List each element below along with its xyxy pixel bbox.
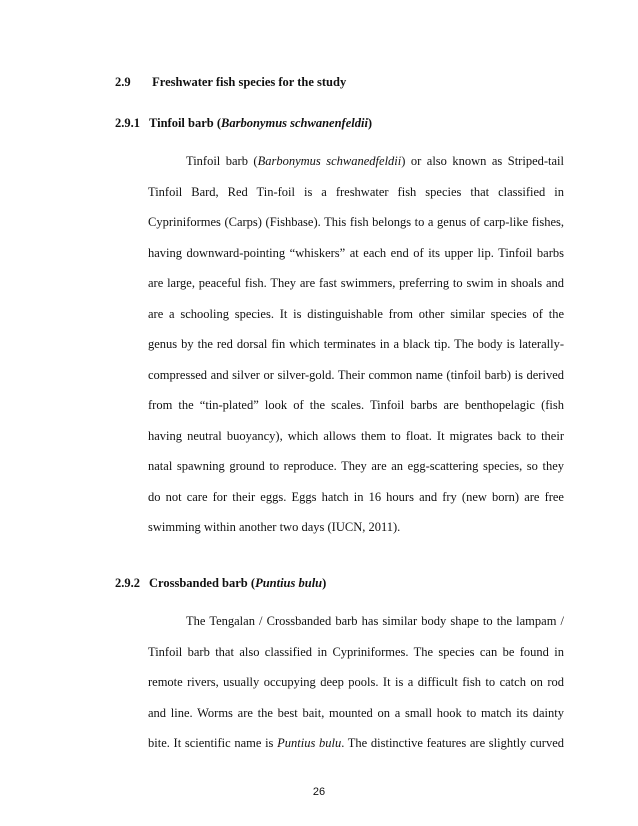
- heading-number: 2.9.2: [115, 576, 140, 590]
- paragraph-line: Tinfoil Bard, Red Tin-foil is a freshwater fish species that classified in: [148, 184, 564, 199]
- paragraph-line: Tinfoil barb that also classified in Cypriniformes. The species can be found in: [148, 644, 564, 659]
- paragraph-line: bite. It scientific name is Puntius bulu. The distinctive features are slightly curved: [148, 736, 564, 750]
- heading-title-prefix: Tinfoil barb (: [149, 116, 222, 130]
- heading-title-suffix: ): [367, 116, 373, 130]
- heading-number: 2.9: [115, 75, 131, 89]
- heading-title-species: Puntius bulu: [255, 576, 323, 590]
- heading-2-9-1: [115, 115, 372, 131]
- page-number: 26: [312, 786, 326, 798]
- heading-title: Freshwater fish species for the study: [152, 75, 347, 89]
- paragraph-line: compressed and silver or silver-gold. Their common name (tinfoil barb) is derived: [148, 367, 564, 382]
- paragraph-line: remote rivers, usually occupying deep pools. It is a difficult fish to catch on rod: [148, 675, 564, 689]
- paragraph-line: having neutral buoyancy), which allows them to float. It migrates back to their: [148, 428, 564, 443]
- heading-2-9-2: [115, 575, 326, 591]
- heading-number: 2.9.1: [115, 116, 140, 130]
- paragraph-line: are a schooling species. It is distinguishable from other similar species of the: [148, 306, 564, 321]
- paragraph-line: natal spawning ground to reproduce. They are an egg-scattering species, so they: [148, 459, 564, 473]
- paragraph-line: do not care for their eggs. Eggs hatch in 16 hours and fry (new born) are free: [148, 489, 564, 504]
- heading-2-9: [115, 74, 346, 90]
- heading-title-suffix: ): [322, 576, 327, 590]
- paragraph-line: Cypriniformes (Carps) (Fishbase). This fish belongs to a genus of carp-like fishes,: [148, 215, 564, 229]
- paragraph-line: having downward-pointing “whiskers” at each end of its upper lip. Tinfoil barbs: [148, 245, 564, 260]
- paragraph-crossbanded-barb: [148, 606, 564, 759]
- paragraph-line: are large, peaceful fish. They are fast swimmers, preferring to swim in shoals and: [148, 276, 564, 290]
- paragraph-line: The Tengalan / Crossbanded barb has similar body shape to the lampam /: [186, 614, 564, 628]
- paragraph-line: and line. Worms are the best bait, mounted on a small hook to match its dainty: [148, 705, 564, 720]
- heading-title-species: Barbonymus schwanenfeldii: [221, 116, 368, 130]
- paragraph-line: genus by the red dorsal fin which terminates in a black tip. The body is laterally-: [148, 337, 564, 351]
- paragraph-line: from the “tin-plated” look of the scales. Tinfoil barbs are benthopelagic (fish: [148, 398, 564, 412]
- paragraph-line: Tinfoil barb (Barbonymus schwanedfeldii) or also known as Striped-tail: [186, 154, 564, 168]
- paragraph-tinfoil-barb: [148, 146, 564, 543]
- heading-title-prefix: Crossbanded barb (: [149, 576, 256, 590]
- paragraph-line: swimming within another two days (IUCN, 2011).: [148, 520, 401, 534]
